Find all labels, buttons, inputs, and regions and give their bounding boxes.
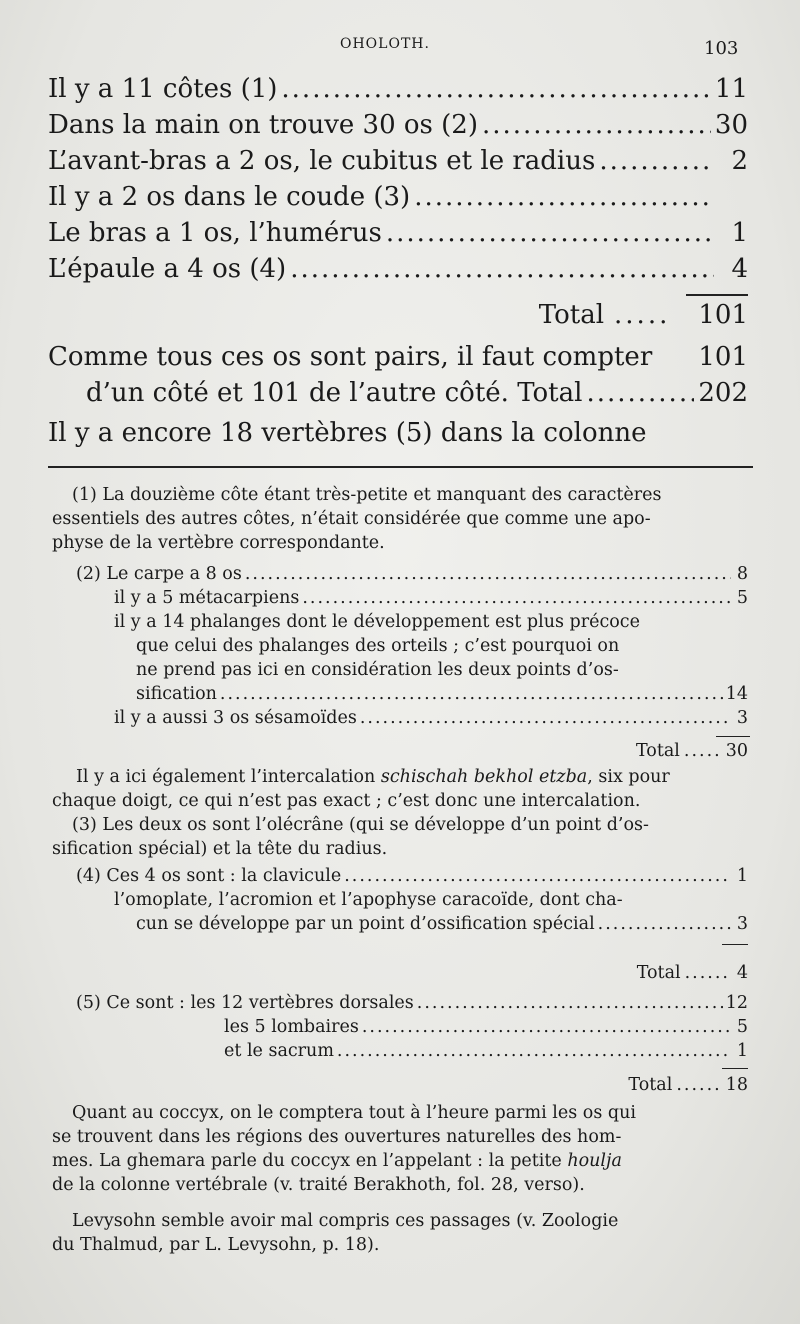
main-line-value: 1 [731,218,748,248]
coccyx-line: se trouvent dans les régions des ouvertures naturelles des hom- [52,1127,622,1147]
vertebrae-line [48,416,748,452]
footnote-2-item [76,563,748,587]
total-label: Total [628,1075,673,1095]
main-total [48,298,748,334]
footnote-4-item [136,913,748,937]
dot-leader: ..... [683,741,722,761]
footnote-2-line: ne prend pas ici en considération les deux points d’os- [136,660,619,680]
total-label: Total [636,963,681,983]
dot-leader [281,72,711,106]
footnote-1-line: essentiels des autres côtes, n’était considérée que comme une apo- [52,509,651,529]
footnote-2-line: que celui des phalanges des orteils ; c’est pourquoi on [136,636,620,656]
footnote-1-line: physe de la vertèbre correspondante. [52,533,385,553]
hebrew-term: schischah bekhol etzba [380,767,588,787]
dot-leader [362,1016,731,1040]
main-line-label: L’avant-bras a 2 os, le cubitus et le radius [48,146,596,176]
item-value: 1 [736,1041,748,1061]
main-line-value: 30 [714,110,748,140]
main-line [48,252,748,288]
total-label: Total [635,741,680,761]
footnote-2-line: il y a 14 phalanges dont le développement est plus précoce [114,612,640,632]
footnote-2-total [560,740,748,764]
footnote-3-line: sification spécial) et la tête du radius. [52,839,388,859]
item-label: cun se développe par un point d’ossification spécial [136,914,595,934]
total-value: 4 [736,963,748,983]
main-total-value: 101 [698,300,748,330]
item-value: 12 [725,993,748,1013]
note-text: Il y a ici également l’intercalation [76,767,381,787]
footnote-5-item [76,992,748,1016]
footnote-2-note [76,766,670,790]
item-label: sification [136,684,217,704]
item-value: 14 [725,684,748,704]
levysohn-line: Levysohn semble avoir mal compris ces passages (v. Zoologie [72,1211,619,1231]
dot-leader [290,252,714,286]
coccyx-line: Quant au coccyx, on le comptera tout à l’heure parmi les os qui [72,1103,636,1123]
item-value: 5 [736,1017,748,1037]
dot-leader [245,563,731,587]
dot-leader [220,683,723,707]
total-rule [716,736,750,737]
coccyx-text: mes. La ghemara parle du coccyx en l’appelant : la petite [52,1151,568,1171]
main-line-label: Le bras a 1 os, l’humérus [48,218,382,248]
coccyx-line: de la colonne vertébrale (v. traité Berakhoth, fol. 28, verso). [52,1175,585,1195]
dot-leader [599,144,714,178]
footnote-1-line: (1) La douzième côte étant très-petite et manquant des caractères [72,485,662,505]
pairs-total-text: d’un côté et 101 de l’autre côté. Total [86,378,583,408]
item-value: 3 [736,708,748,728]
total-rule [722,1068,748,1069]
footnote-2-note: chaque doigt, ce qui n’est pas exact ; c’est donc une intercalation. [52,791,641,811]
pairs-line-value: 101 [698,342,748,372]
running-head: OHOLOTH. [340,36,430,52]
item-value: 8 [736,564,748,584]
levysohn-line: du Thalmud, par L. Levysohn, p. 18). [52,1235,380,1255]
main-line-value: 2 [731,146,748,176]
item-label: les 5 lombaires [224,1017,359,1037]
coccyx-line [52,1150,622,1174]
pairs-total-line [86,376,748,412]
vertebrae-text: Il y a encore 18 vertèbres (5) dans la colonne [48,418,647,448]
main-line-value: 11 [714,74,748,104]
dot-leader [482,108,711,142]
footnote-4-item [76,865,748,889]
main-line-label: Dans la main on trouve 30 os (2) [48,110,478,140]
main-line-label: Il y a 11 côtes (1) [48,74,278,104]
footnote-2-item [136,683,748,707]
pairs-line-text: Comme tous ces os sont pairs, il faut compter [48,342,653,372]
item-label: il y a 5 métacarpiens [114,588,300,608]
main-line-value: 4 [731,254,748,284]
dot-leader [598,913,731,937]
total-value: 30 [725,741,748,761]
item-label: (4) Ces 4 os sont : la clavicule [76,866,342,886]
dot-leader [344,865,731,889]
footnote-4-line: l’omoplate, l’acromion et l’apophyse caracoïde, dont cha- [114,890,623,910]
main-line-label: L’épaule a 4 os (4) [48,254,287,284]
footnote-separator [48,466,753,468]
dot-leader [386,216,714,250]
item-value: 3 [736,914,748,934]
main-line [48,72,748,108]
total-rule [722,944,748,945]
note-text: , six pour [587,767,670,787]
dot-leader [337,1040,731,1064]
hebrew-term: houlja [567,1151,622,1171]
item-label: (5) Ce sont : les 12 vertèbres dorsales [76,993,414,1013]
item-label: (2) Le carpe a 8 os [76,564,242,584]
footnote-3-line: (3) Les deux os sont l’olécrâne (qui se développe d’un point d’os- [72,815,649,835]
footnote-5-total [560,1074,748,1098]
item-value: 5 [736,588,748,608]
total-value: 18 [725,1075,748,1095]
dot-leader [414,180,714,214]
main-line-label: Il y a 2 os dans le coude (3) [48,182,411,212]
dot-leader: ..... [614,300,671,330]
main-line [48,180,748,216]
dot-leader [360,707,731,731]
footnote-2-item [114,587,748,611]
dot-leader [302,587,731,611]
total-rule [686,294,748,296]
footnote-2-item [114,707,748,731]
main-line [48,108,748,144]
item-label: et le sacrum [224,1041,334,1061]
pairs-line [48,340,748,376]
dot-leader: ...... [684,963,730,983]
item-label: il y a aussi 3 os sésamoïdes [114,708,357,728]
main-total-label: Total [538,300,605,330]
footnote-4-total [560,962,748,986]
main-line [48,144,748,180]
page-number: 103 [704,38,739,59]
main-line [48,216,748,252]
footnote-5-item [224,1040,748,1064]
dot-leader: ...... [676,1075,722,1095]
dot-leader [586,376,694,410]
dot-leader [417,992,723,1016]
pairs-total-value: 202 [698,378,748,408]
item-value: 1 [736,866,748,886]
footnote-5-item [224,1016,748,1040]
